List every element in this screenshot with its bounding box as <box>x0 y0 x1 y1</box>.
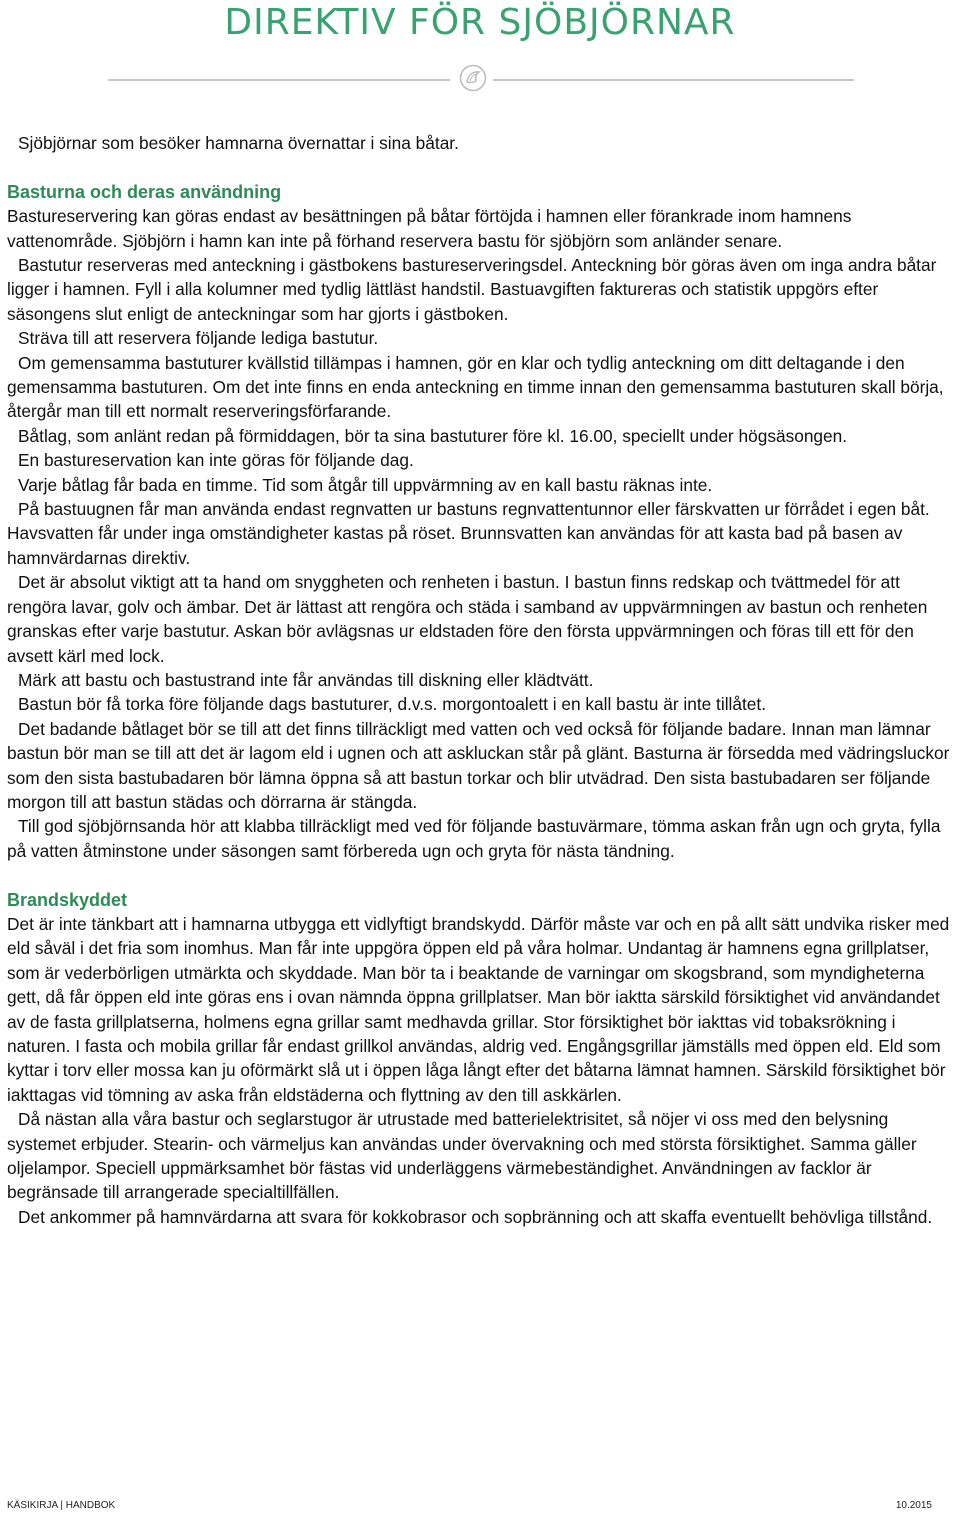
title-ornament <box>108 62 854 98</box>
paragraph: Det ankommer på hamnvärdarna att svara för kokkobrasor och sopbränning och att skaffa eventuellt behövliga tillstånd. <box>18 1206 933 1227</box>
paragraph: Om gemensamma bastuturer kvällstid tillämpas i hamnen, gör en klar och tydlig anteckning om ditt deltagande i den gemensamma bastuturen. Om det inte finns en enda anteckning en timme innan den gemensamma bastuturen skall börja, återgår man till ett normalt reserveringsförfarande. <box>7 352 944 422</box>
paragraph: Bastutur reserveras med anteckning i gästbokens bastureserveringsdel. Anteckning bör göras även om inga andra båtar ligger i hamnen. Fyll i alla kolumner med tydlig lättläst handstil. Bastuavgiften faktureras och statistik uppgörs efter säsongens slut enligt de anteckningar som har gjorts i gästboken. <box>7 255 937 324</box>
intro-paragraph: Sjöbjörnar som besöker hamnarna övernattar i sina båtar. <box>18 133 459 153</box>
divider-line-right <box>493 79 854 81</box>
section-heading-brandskydd: Brandskyddet <box>7 889 128 910</box>
paragraph: Sträva till att reservera följande lediga bastutur. <box>18 328 379 349</box>
seashell-icon <box>459 64 487 92</box>
paragraph: En bastureservation kan inte göras för följande dag. <box>18 450 414 471</box>
paragraph: Det är absolut viktigt att ta hand om snyggheten och renheten i bastun. I bastun finns redskap och tvättmedel för att rengöra lavar, golv och ämbar. Det är lättast att rengöra och städa i samband av uppvärmningen av bastun och renheten granskas efter varje bastutur. Askan bör avlägsnas ur eldstaden före den första uppvärmningen och föras till ett för den avsett kärl med lock. <box>7 572 928 666</box>
section-spacer <box>7 863 957 887</box>
footer-date: 10.2015 <box>895 1500 932 1511</box>
footer-left: KÄSIKIRJA | HANDBOK <box>7 1500 116 1511</box>
section-heading-bastur: Basturna och deras användning <box>7 181 282 202</box>
document-body <box>7 131 957 1229</box>
paragraph: Varje båtlag får bada en timme. Tid som åtgår till uppvärmning av en kall bastu räknas inte. <box>18 474 713 495</box>
paragraph: Då nästan alla våra bastur och seglarstugor är utrustade med batterielektrisitet, så nöjer vi oss med den belysning systemet erbjuder. Stearin- och värmeljus kan användas under övervakning och med största försiktighet. Samma gäller oljelampor. Speciell uppmärksamhet bör fästas vid underläggens värmebeständighet. Användningen av facklor är begränsade till arrangerade specialtillfällen. <box>7 1109 917 1203</box>
paragraph: Bastureservering kan göras endast av besättningen på båtar förtöjda i hamnen eller förankrade inom hamnens vattenområde. Sjöbjörn i hamn kan inte på förhand reservera bastu för sjöbjörn som anländer senare. <box>7 206 852 251</box>
paragraph: På bastuugnen får man använda endast regnvatten ur bastuns regnvattentunnor eller färskvatten ur förrådet i egen båt. Havsvatten får under inga omständigheter kastas på röset. Brunnsvatten kan användas för att kasta bad på basen av hamnvärdarnas direktiv. <box>7 499 930 568</box>
paragraph: Till god sjöbjörnsanda hör att klabba tillräckligt med ved för följande bastuvärmare, tömma askan från ugn och gryta, fylla på vatten åtminstone under säsongen samt förbereda ugn och gryta för nästa tändning. <box>7 816 941 861</box>
paragraph: Båtlag, som anlänt redan på förmiddagen, bör ta sina bastuturer före kl. 16.00, speciellt under högsäsongen. <box>18 425 848 446</box>
document-title: DIREKTIV FÖR SJÖBJÖRNAR <box>224 2 736 43</box>
paragraph: Det är inte tänkbart att i hamnarna utbygga ett vidlyftigt brandskydd. Därför måste var och en på allt sätt undvika risker med eld såväl i det fria som inomhus. Man får inte uppgöra öppen eld på våra holmar. Undantag är hamnens egna grillplatser, som är vederbörligen utmärkta och skyddade. Man bör ta i beaktande de varningar om skogsbrand, som myndigheterna gett, då får öppen eld inte göras ens i ovan nämnda öppna grillplatser. Man bör iakttа särskild försiktighet vid användandet av de fasta grillplatserna, holmens egna grillar samt medhavda grillar. Stor försiktighet bör iakttas vid tobaksrökning i naturen. I fasta och mobila grillar får endast grillkol användas, aldrig ved. Engångsgrillar jämställs med öppen eld. Eld som kyttar i torv eller mossa kan ju oförmärkt slå ut i öppen låga långt efter det båtarna lämnat hamnen. Särskild försiktighet bör iakttagas vid tömning av aska från eldstäderna och flyttning av den till askkärlen. <box>7 913 950 1105</box>
paragraph: Det badande båtlaget bör se till att det finns tillräckligt med vatten och ved också för följande badare. Innan man lämnar bastun bör man se till att det är lagom eld i ugnen och att askluckan står på glänt. Basturna är försedda med vädringsluckor som den sista bastubadaren bör lämna öppna så att bastun torkar och blir utvädrad. Den sista bastubadaren ser följande morgon till att bastun städas och dörrarna är stängda. <box>7 718 950 812</box>
divider-line-left <box>108 79 450 81</box>
paragraph: Märk att bastu och bastustrand inte får användas till diskning eller klädtvätt. <box>18 669 594 690</box>
paragraph: Bastun bör få torka före följande dags bastuturer, d.v.s. morgontoalett i en kall bastu är inte tillåtet. <box>18 694 766 715</box>
